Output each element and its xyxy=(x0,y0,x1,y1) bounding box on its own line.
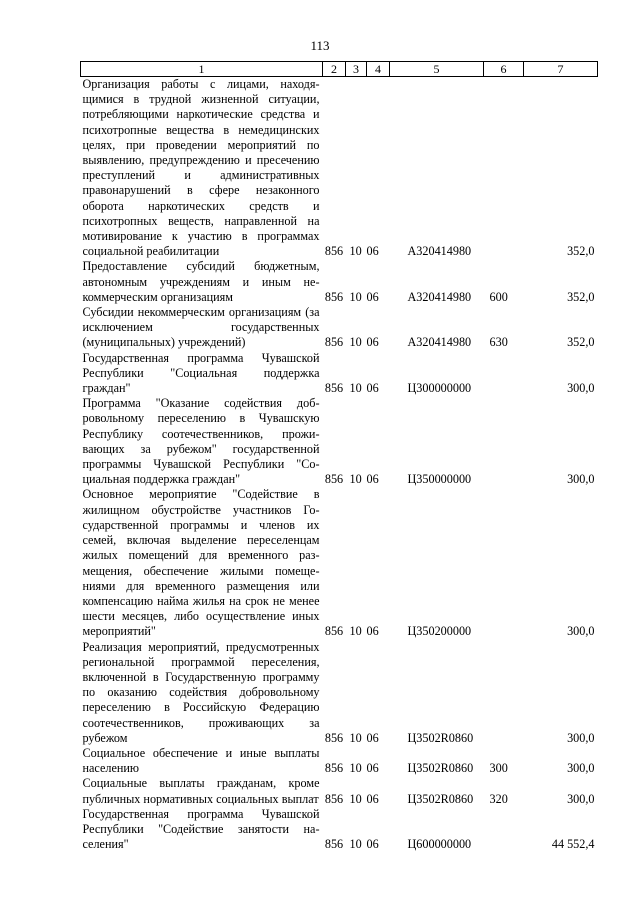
subsection-code: 06 xyxy=(366,472,379,487)
column-header: 6 xyxy=(484,62,524,77)
subsection-code: 06 xyxy=(366,730,379,745)
section-code: 10 xyxy=(349,335,362,350)
expense-type-code xyxy=(484,351,524,397)
subsection-code: 06 xyxy=(366,381,379,396)
section-code: 10 xyxy=(349,730,362,745)
row-description: Государственная программа Чувашской Республики "Социальная поддержка граждан" xyxy=(82,350,320,396)
expense-type-code xyxy=(484,77,524,260)
ministry-code: 856 xyxy=(324,730,344,745)
subsection-code: 06 xyxy=(366,791,379,806)
column-header: 5 xyxy=(390,62,484,77)
expense-type-code: 630 xyxy=(489,335,508,350)
budget-table xyxy=(80,61,598,852)
section-code: 10 xyxy=(349,381,362,396)
amount-value: 352,0 xyxy=(567,289,595,304)
target-article-code: Ц3502R0860 xyxy=(407,761,474,776)
amount-value: 300,0 xyxy=(567,624,595,639)
expense-type-code xyxy=(484,396,524,487)
subsection-code: 06 xyxy=(366,624,379,639)
amount-value: 44 552,4 xyxy=(551,837,595,852)
ministry-code: 856 xyxy=(324,289,344,304)
ministry-code: 856 xyxy=(324,761,344,776)
subsection-code: 06 xyxy=(366,761,379,776)
expense-type-code: 300 xyxy=(489,761,508,776)
row-description: Программа "Оказание содействия добровольному переселению в Чувашскую Республику соотечественников, проживающих за рубежом" государственной программы Чувашской Республики "Социальная поддержка граждан" xyxy=(82,396,320,487)
table-row xyxy=(81,776,598,806)
amount-value: 300,0 xyxy=(567,730,595,745)
target-article-code: Ц350200000 xyxy=(407,624,472,639)
row-description: Социальные выплаты гражданам, кроме публичных нормативных социальных выплат xyxy=(82,776,320,806)
page-number: 113 xyxy=(310,38,330,53)
column-header: 2 xyxy=(323,62,346,77)
column-numbers-row xyxy=(81,62,598,77)
section-code: 10 xyxy=(349,289,362,304)
ministry-code: 856 xyxy=(324,335,344,350)
section-code: 10 xyxy=(349,761,362,776)
column-header: 3 xyxy=(346,62,367,77)
column-header: 1 xyxy=(81,62,323,77)
table-row xyxy=(81,487,598,639)
table-row xyxy=(81,396,598,487)
row-description: Основное мероприятие "Содействие в жилищном обустройстве участников Государственной программы и членов их семей, включая выделение переселенцам жилых помещений для временного размещения, обеспечение жилыми помещениями для временного размещения или компенсацию найма жилья на срок не менее шести месяцев, либо осуществление иных мероприятий" xyxy=(82,487,320,639)
column-header: 4 xyxy=(367,62,390,77)
amount-value: 352,0 xyxy=(567,335,595,350)
ministry-code: 856 xyxy=(324,837,344,852)
amount-value: 352,0 xyxy=(567,244,595,259)
target-article-code: Ц300000000 xyxy=(407,381,472,396)
amount-value: 300,0 xyxy=(567,761,595,776)
subsection-code: 06 xyxy=(366,837,379,852)
expense-type-code: 600 xyxy=(489,289,508,304)
amount-value: 300,0 xyxy=(567,791,595,806)
table-row xyxy=(81,259,598,305)
table-row xyxy=(81,807,598,853)
subsection-code: 06 xyxy=(366,244,379,259)
amount-value: 300,0 xyxy=(567,381,595,396)
ministry-code: 856 xyxy=(324,472,344,487)
expense-type-code xyxy=(484,807,524,853)
target-article-code: А320414980 xyxy=(407,244,472,259)
row-description: Организация работы с лицами, находящимися в трудной жизненной ситуации, потребляющими наркотические средства и психотропные вещества в немедицинских целях, при проведении мероприятий по выявлению, предупреждению и пресечению преступлений и административных правонарушений в сфере незаконного оборота наркотических средств и психотропных веществ, направленной на мотивирование к участию в программах социальной реабилитации xyxy=(82,77,320,259)
section-code: 10 xyxy=(349,624,362,639)
expense-type-code: 320 xyxy=(489,791,508,806)
subsection-code: 06 xyxy=(366,289,379,304)
column-header: 7 xyxy=(524,62,598,77)
section-code: 10 xyxy=(349,837,362,852)
target-article-code: Ц3502R0860 xyxy=(407,730,474,745)
ministry-code: 856 xyxy=(324,244,344,259)
table-row xyxy=(81,351,598,397)
ministry-code: 856 xyxy=(324,624,344,639)
row-description: Социальное обеспечение и иные выплаты населению xyxy=(82,745,320,776)
target-article-code: Ц600000000 xyxy=(407,837,472,852)
ministry-code: 856 xyxy=(324,381,344,396)
row-description: Реализация мероприятий, предусмотренных региональной программой переселения, включенной в Государственную программу по оказанию содействия добровольному переселению в Российскую Федерацию соотечественников, проживающих за рубежом xyxy=(82,639,320,745)
target-article-code: Ц3502R0860 xyxy=(407,791,474,806)
target-article-code: Ц350000000 xyxy=(407,472,472,487)
row-description: Предоставление субсидий бюджетным, автономным учреждениям и иным некоммерческим организациям xyxy=(82,259,320,304)
row-description: Государственная программа Чувашской Республики "Содействие занятости населения" xyxy=(82,806,320,852)
subsection-code: 06 xyxy=(366,335,379,350)
expense-type-code xyxy=(484,640,524,746)
target-article-code: А320414980 xyxy=(407,289,472,304)
ministry-code: 856 xyxy=(324,791,344,806)
target-article-code: А320414980 xyxy=(407,335,472,350)
amount-value: 300,0 xyxy=(567,472,595,487)
section-code: 10 xyxy=(349,791,362,806)
row-description: Субсидии некоммерческим организациям (за исключением государственных (муниципальных) учреждений) xyxy=(82,305,320,350)
table-row xyxy=(81,640,598,746)
section-code: 10 xyxy=(349,244,362,259)
table-row xyxy=(81,77,598,260)
section-code: 10 xyxy=(349,472,362,487)
expense-type-code xyxy=(484,487,524,639)
table-row xyxy=(81,305,598,351)
table-row xyxy=(81,746,598,776)
